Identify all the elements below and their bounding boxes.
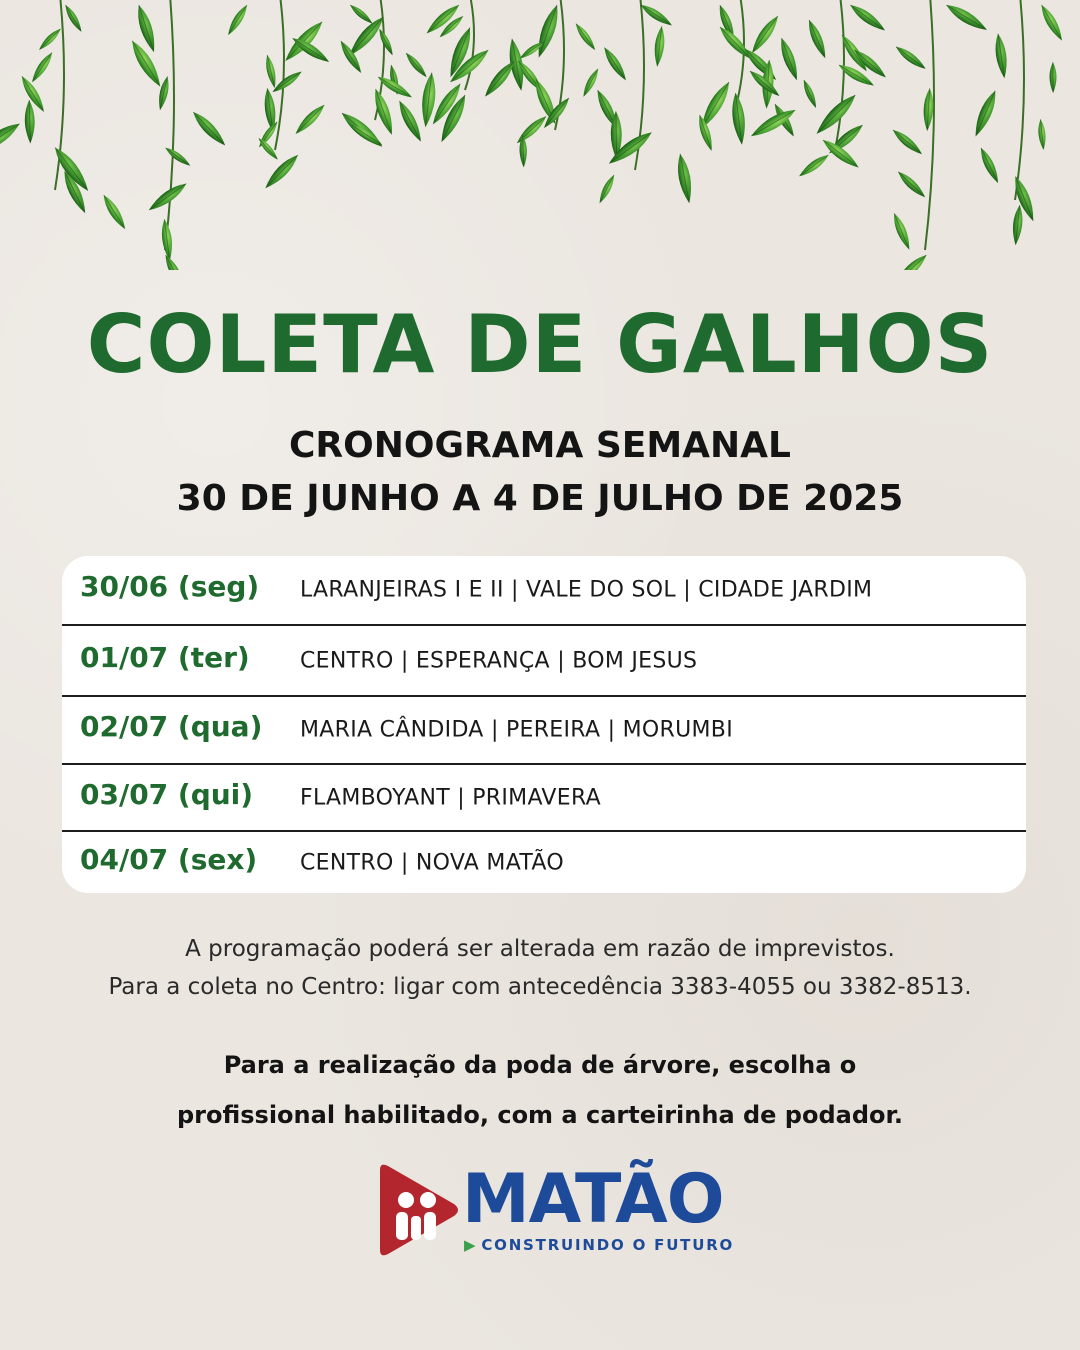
leaf-vein — [104, 195, 124, 228]
warning-line: profissional habilitado, com a carteirinha de podador. — [176, 1101, 904, 1129]
vine-stem — [835, 0, 844, 150]
leaf-vein — [753, 16, 778, 51]
row-neighborhoods: CENTRO | ESPERANÇA | BOM JESUS — [300, 648, 698, 673]
table-row — [62, 765, 1026, 832]
leaf-vein — [703, 82, 729, 126]
leaves-decoration — [0, 0, 1080, 270]
tagline-text: CONSTRUINDO O FUTURO — [481, 1236, 735, 1254]
warning-line: Para a realização da poda de árvore, escolha o — [223, 1051, 857, 1079]
leaf-vein — [977, 91, 996, 135]
row-neighborhoods: LARANJEIRAS I E II | VALE DO SOL | CIDADE JARDIM — [300, 577, 873, 603]
leaf-vein — [151, 184, 187, 209]
row-date: 03/07 (qui) — [80, 777, 254, 811]
matao-logo — [372, 1160, 735, 1260]
leaf-vein — [400, 101, 420, 140]
vine-stem — [735, 0, 744, 110]
leaf-vein — [229, 5, 247, 34]
vine-stem — [275, 0, 284, 150]
leaf-vein — [898, 172, 924, 196]
row-neighborhoods: MARIA CÂNDIDA | PEREIRA | MORUMBI — [300, 717, 733, 743]
leaf-vein — [946, 5, 985, 29]
leaf-vein — [1042, 5, 1061, 39]
leaf-vein — [896, 47, 924, 68]
leaf-vein — [274, 72, 302, 91]
leaf-vein — [818, 95, 855, 132]
note-line: A programação poderá ser alterada em razão de imprevistos. — [185, 936, 895, 962]
leaf-vein — [350, 5, 371, 23]
leaf-vein — [604, 48, 624, 79]
table-row — [62, 556, 1026, 626]
leaf-vein — [40, 29, 60, 49]
leaf-vein — [981, 148, 997, 181]
leaf-vein — [406, 53, 426, 76]
row-date: 30/06 (seg) — [80, 570, 260, 604]
leaf — [0, 119, 23, 159]
leaf-vein — [380, 29, 392, 54]
leaf-vein — [166, 148, 190, 165]
play-icon: ▶ — [464, 1236, 478, 1254]
date-range: 30 DE JUNHO A 4 DE JULHO DE 2025 — [176, 478, 904, 519]
table-row — [62, 697, 1026, 765]
leaf-vein — [33, 53, 52, 81]
leaf-vein — [259, 138, 277, 158]
play-people-logo-icon — [372, 1160, 462, 1260]
row-date: 02/07 (qua) — [80, 710, 263, 744]
leaf-vein — [486, 61, 514, 95]
leaf-vein — [809, 20, 824, 56]
leaf-vein — [66, 5, 81, 31]
row-neighborhoods: CENTRO | NOVA MATÃO — [300, 850, 564, 875]
leaf-vein — [850, 5, 883, 29]
leaf-vein — [576, 24, 594, 49]
leaf-vein — [804, 80, 815, 107]
leaf-vein — [351, 17, 383, 54]
leaf-vein — [894, 213, 908, 248]
logo-tagline — [464, 1236, 734, 1254]
row-date: 04/07 (sex) — [80, 842, 258, 876]
logo-wordmark: MATÃO — [462, 1160, 724, 1239]
leaf — [892, 252, 930, 270]
leaf-vein — [267, 155, 298, 187]
leaf-vein — [800, 155, 828, 175]
leaf-vein — [600, 175, 614, 202]
leaf-vein — [842, 35, 865, 70]
table-row — [62, 626, 1026, 697]
vine-stem — [165, 0, 174, 250]
pruning-warning — [0, 1040, 1080, 1140]
leaf-vein — [641, 5, 671, 24]
row-date: 01/07 (ter) — [80, 640, 250, 674]
note-line: Para a coleta no Centro: ligar com antecedência 3383-4055 ou 3382-8513. — [108, 974, 972, 1000]
leaf-vein — [584, 69, 598, 96]
schedule-table — [62, 556, 1026, 893]
poster-title: COLETA DE GALHOS — [86, 298, 994, 391]
row-neighborhoods: FLAMBOYANT | PRIMAVERA — [300, 785, 602, 810]
vine-stem — [1015, 0, 1024, 200]
table-row — [62, 832, 1026, 893]
schedule-subtitle: CRONOGRAMA SEMANAL — [289, 425, 791, 466]
leaf-vein — [132, 41, 159, 85]
schedule-notes — [0, 930, 1080, 1006]
leaf-vein — [297, 105, 324, 133]
leaf-vein — [193, 112, 223, 144]
leaf-vein — [893, 130, 921, 153]
